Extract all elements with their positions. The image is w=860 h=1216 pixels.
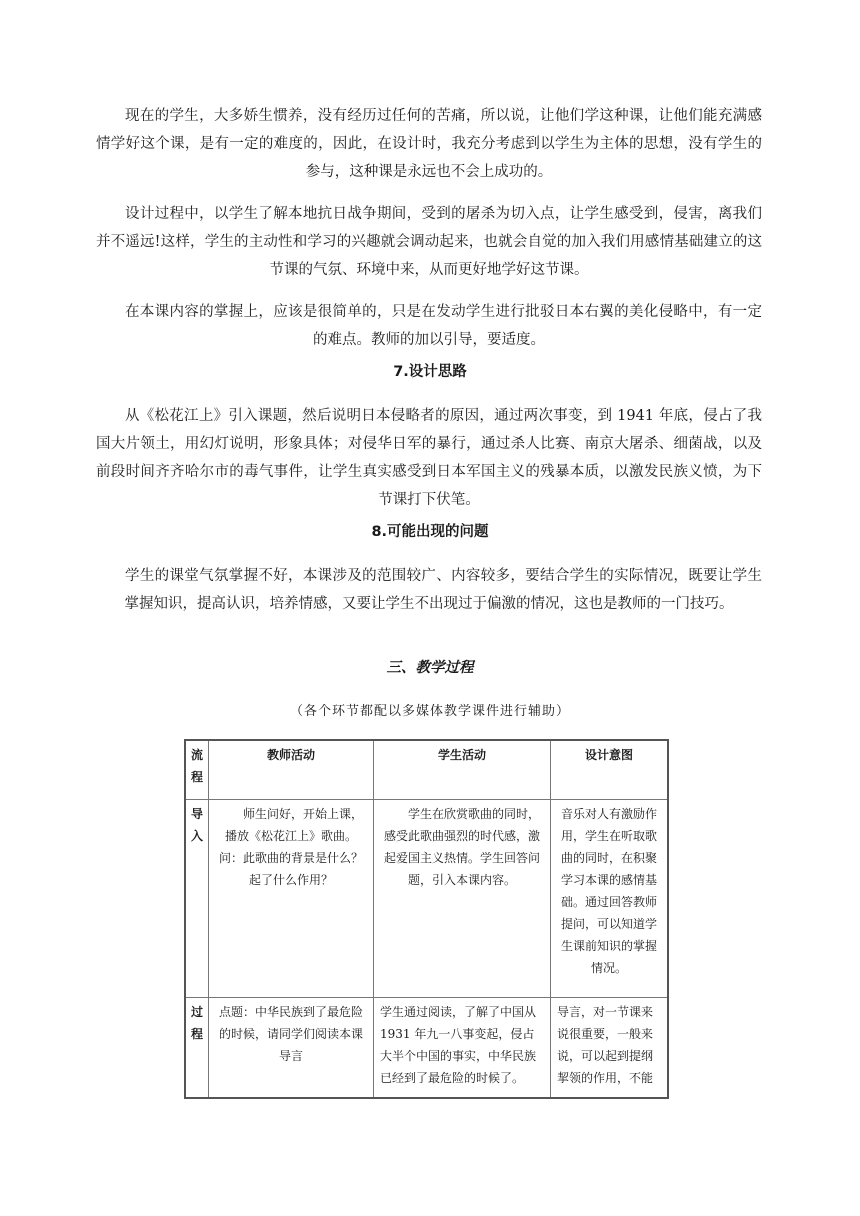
table-header-row [185, 740, 668, 800]
paragraph-design-idea: 从《松花江上》引入课题，然后说明日本侵略者的原因，通过两次事变，到 1941 年底，侵占了我国大片领土，用幻灯说明，形象具体；对侵华日军的暴行，通过杀人比赛、南京大屠杀、细菌战，以及前段时间齐齐哈尔市的毒气事件，让学生真实感受到日本军国主义的残暴本质，以激发民族义愤，为下节课打下伏笔。 [96, 408, 762, 508]
table-row [185, 800, 668, 998]
heading-possible-problems: 8.可能出现的问题 [371, 524, 489, 540]
header-teacher-activity: 教师活动 [209, 740, 374, 800]
paragraph-design-process: 设计过程中，以学生了解本地抗日战争期间，受到的屠杀为切入点，让学生感受到，侵害，离我们并不遥远!这样，学生的主动性和学习的兴趣就会调动起来，也就会自觉的加入我们用感情基础建立的这节课的气氛、环境中来，从而更好地学好这节课。 [96, 206, 762, 278]
student-text: 学生在欣赏歌曲的同时，感受此歌曲强烈的时代感，激起爱国主义热情。学生回答问题，引入本课内容。 [383, 807, 540, 887]
header-design-intent: 设计意图 [551, 740, 669, 800]
teacher-text: 点题：中华民族到了最危险的时候，请同学们阅读本课导言 [218, 1005, 363, 1063]
teaching-process-table [184, 739, 669, 1099]
header-student-activity: 学生活动 [374, 740, 551, 800]
header-flow: 流程 [185, 740, 209, 800]
student-text: 学生通过阅读，了解了中国从 1931 年九一八事变起，侵占大半个中国的事实，中华民族已经到了最危险的时候了。 [380, 1005, 537, 1085]
row-teacher-activity [209, 998, 374, 1098]
design-text: 音乐对人有激励作用，学生在听取歌曲的同时，在积聚学习本课的感情基础。通过回答教师提问，可以知道学生课前知识的掌握情况。 [560, 807, 657, 975]
heading-teaching-process: 三、教学过程 [386, 659, 474, 676]
multimedia-note: （各个环节都配以多媒体教学课件进行辅助） [289, 704, 570, 719]
paragraph-content-mastery: 在本课内容的掌握上，应该是很简单的，只是在发动学生进行批驳日本右翼的美化侵略中，有一定的难点。教师的加以引导，要适度。 [125, 304, 762, 348]
row-flow-label: 过程 [185, 998, 209, 1098]
row-teacher-activity [209, 800, 374, 998]
row-design-intent [551, 800, 669, 998]
row-student-activity [374, 998, 551, 1098]
row-design-intent [551, 998, 669, 1098]
teacher-text: 师生问好，开始上课，播放《松花江上》歌曲。问：此歌曲的背景是什么？起了什么作用？ [218, 807, 363, 887]
row-student-activity [374, 800, 551, 998]
paragraph-possible-problems: 学生的课堂气氛掌握不好，本课涉及的范围较广、内容较多，要结合学生的实际情况，既要让学生掌握知识，提高认识，培养情感，又要让学生不出现过于偏激的情况，这也是教师的一门技巧。 [124, 568, 762, 612]
paragraph-student-background: 现在的学生，大多娇生惯养，没有经历过任何的苦痛，所以说，让他们学这种课，让他们能充满感情学好这个课，是有一定的难度的，因此，在设计时，我充分考虑到以学生为主体的思想，没有学生的参与，这种课是永远也不会上成功的。 [96, 108, 762, 180]
table-row [185, 998, 668, 1098]
row-flow-label: 导入 [185, 800, 209, 998]
heading-design-idea: 7.设计思路 [393, 364, 467, 380]
design-text: 导言，对一节课来说很重要，一般来说，可以起到提纲挈领的作用，不能 [557, 1005, 654, 1085]
